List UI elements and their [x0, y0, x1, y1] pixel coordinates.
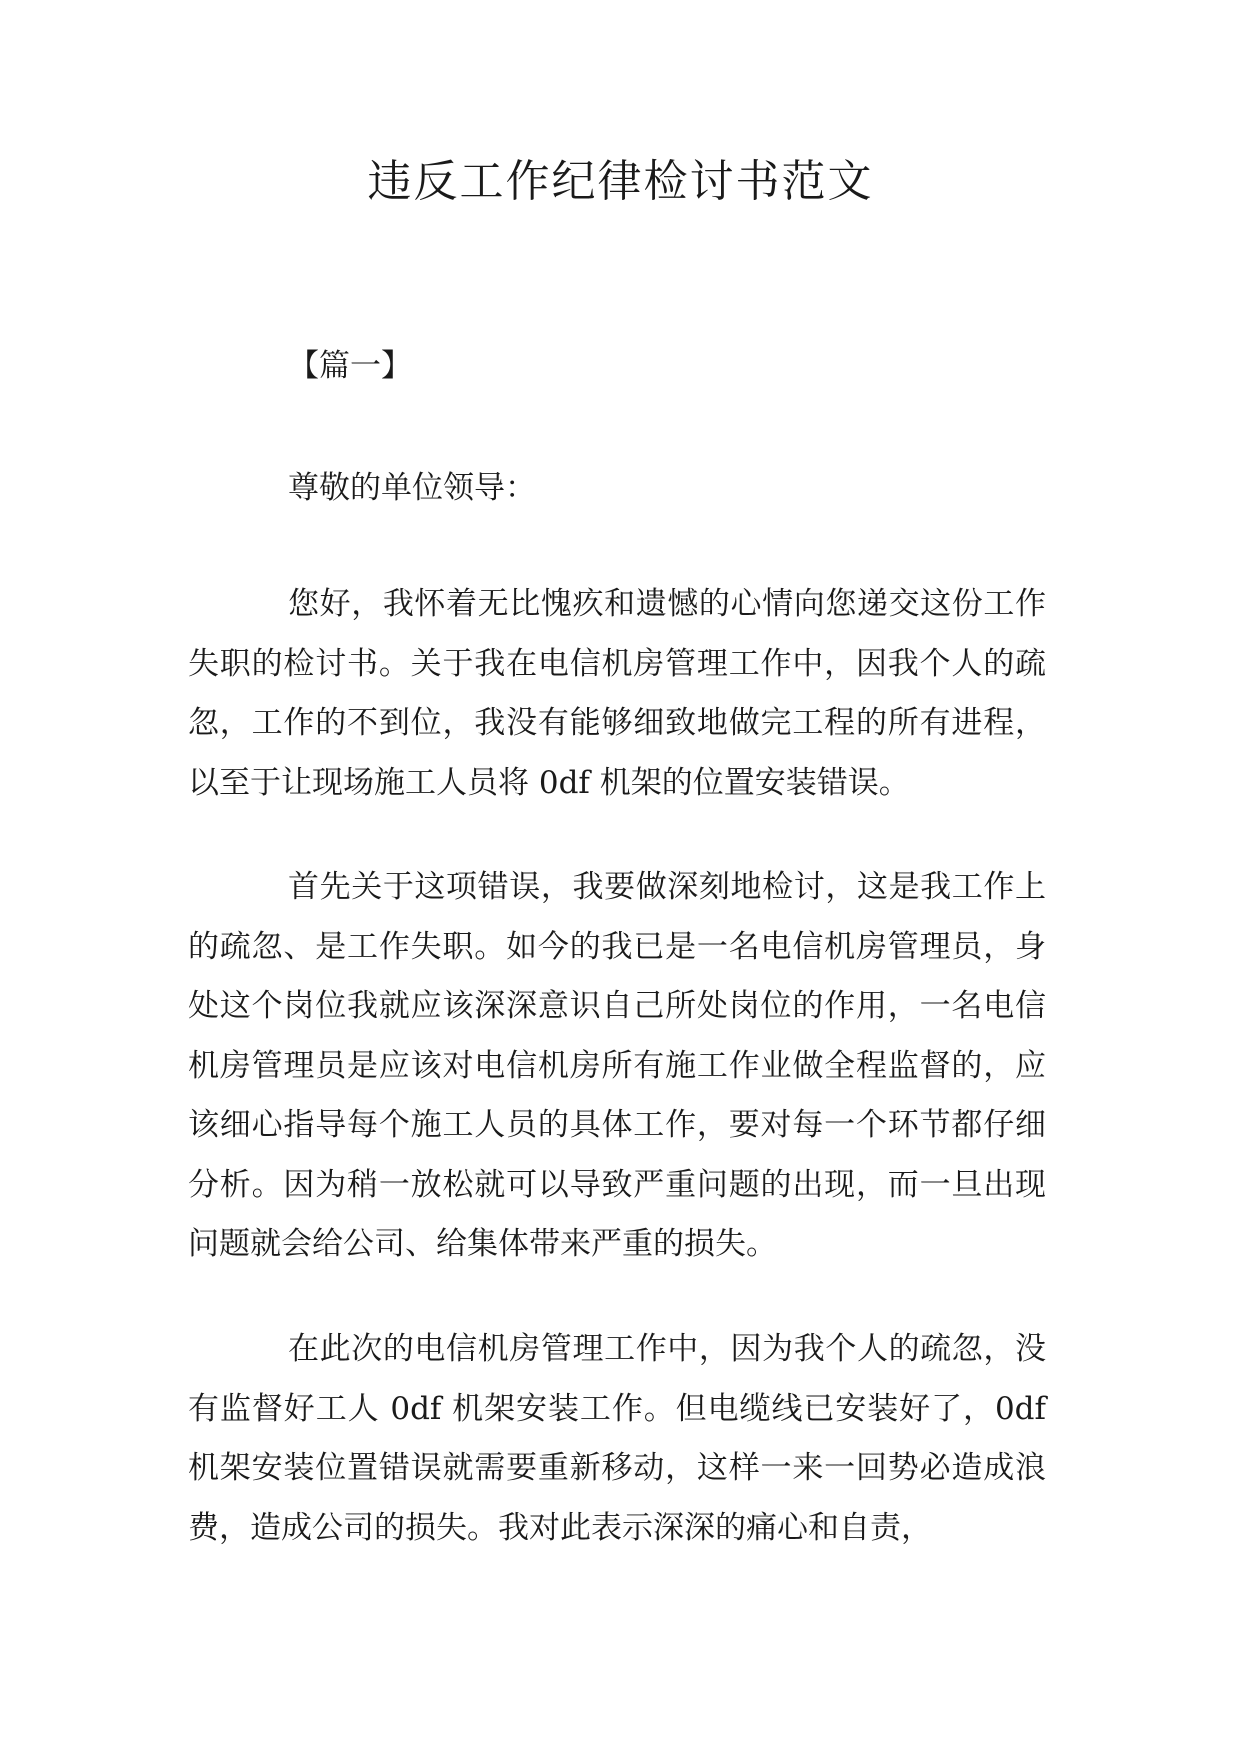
body-paragraph-1: 您好，我怀着无比愧疚和遗憾的心情向您递交这份工作失职的检讨书。关于我在电信机房管理工作中，因我个人的疏忽，工作的不到位，我没有能够细致地做完工程的所有进程，以至于让现场施工人员将 0df 机架的位置安装错误。: [188, 586, 1046, 801]
body-paragraph-3: 在此次的电信机房管理工作中，因为我个人的疏忽，没有监督好工人 0df 机架安装工作。但电缆线已安装好了，0df 机架安装位置错误就需要重新移动，这样一来一回势必造成浪费，造成公司的损失。我对此表示深深的痛心和自责，: [188, 1331, 1046, 1546]
salutation: 尊敬的单位领导：: [288, 470, 536, 506]
document-title: 违反工作纪律检讨书范文: [367, 156, 874, 207]
section-label: 【篇一】: [288, 348, 412, 384]
body-paragraph-2: 首先关于这项错误，我要做深刻地检讨，这是我工作上的疏忽、是工作失职。如今的我已是一名电信机房管理员，身处这个岗位我就应该深深意识自己所处岗位的作用，一名电信机房管理员是应该对电信机房所有施工作业做全程监督的，应该细心指导每个施工人员的具体工作，要对每一个环节都仔细分析。因为稍一放松就可以导致严重问题的出现，而一旦出现问题就会给公司、给集体带来严重的损失。: [188, 869, 1046, 1262]
